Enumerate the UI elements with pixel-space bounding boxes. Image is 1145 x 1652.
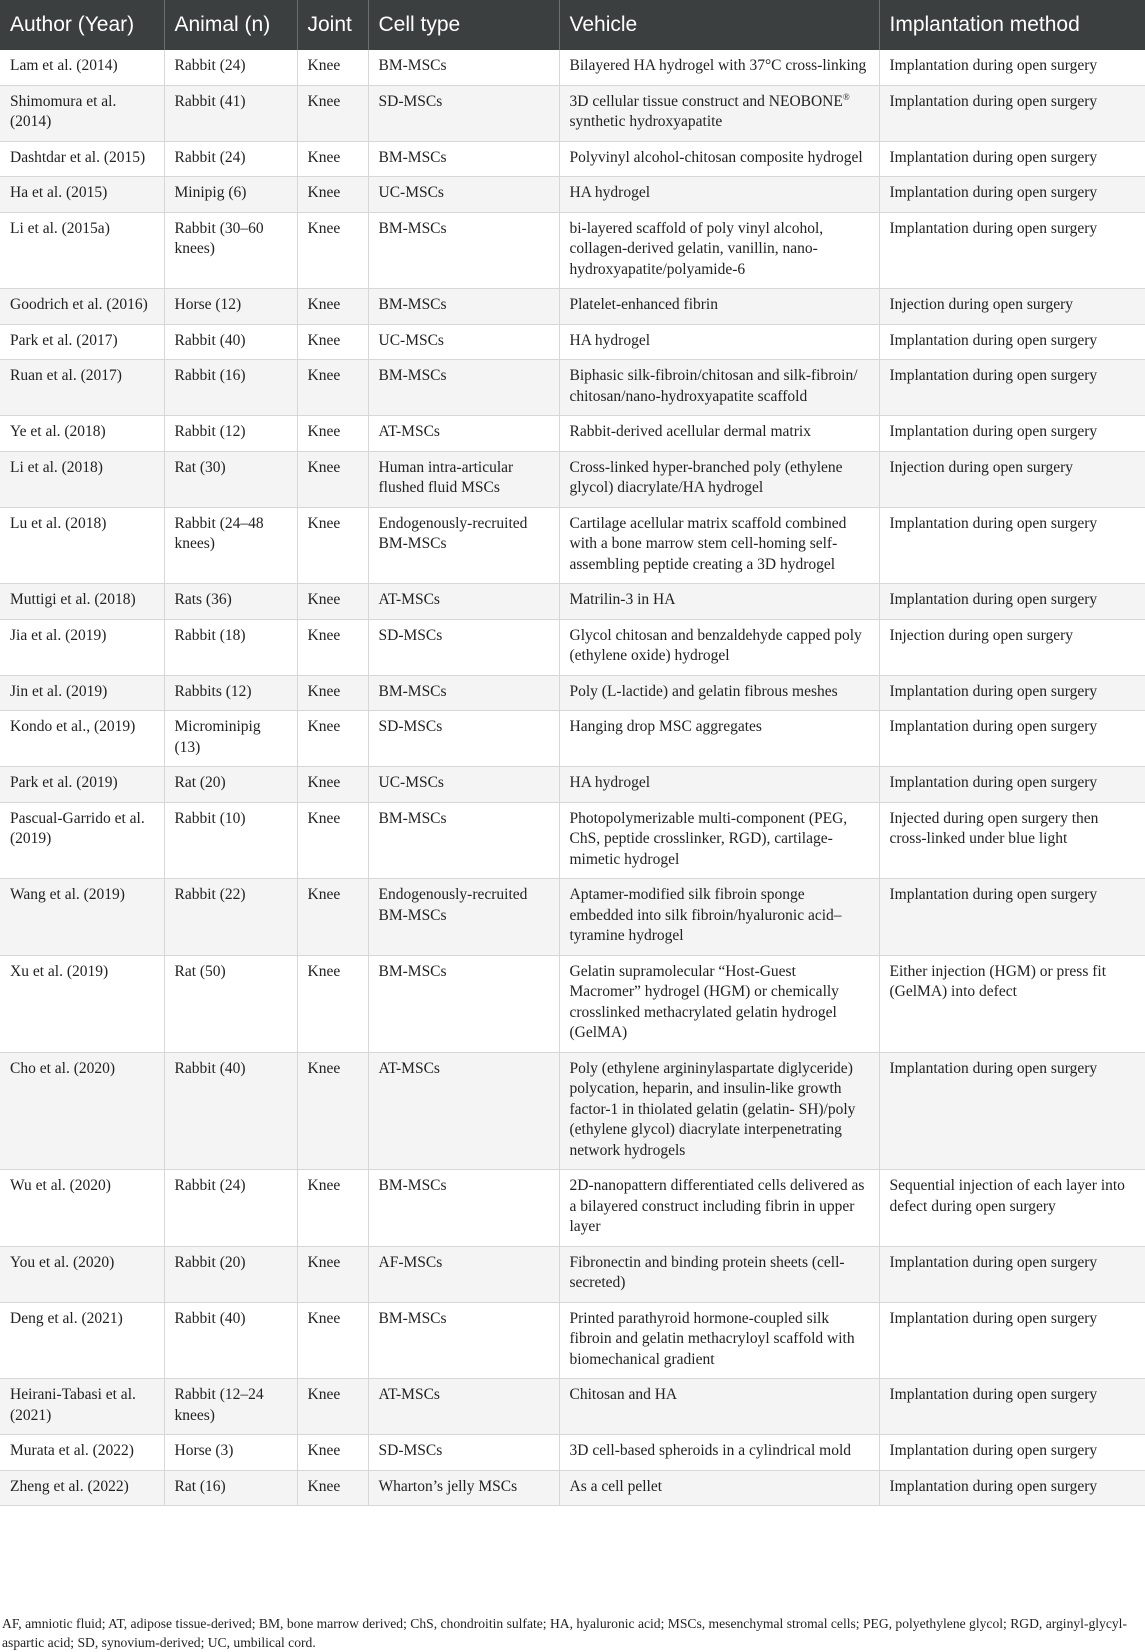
cell-author-year: Wang et al. (2019) — [0, 879, 164, 956]
cell-implantation-method: Either injection (HGM) or press fit (GelMA) into defect — [879, 955, 1145, 1052]
cell-implantation-method: Injected during open surgery then cross-linked under blue light — [879, 802, 1145, 879]
cell-vehicle: Biphasic silk-fibroin/chitosan and silk-fibroin/ chitosan/nano-hydroxyapatite scaffold — [559, 360, 879, 416]
cell-vehicle: Gelatin supramolecular “Host-Guest Macromer” hydrogel (HGM) or chemically crosslinked methacrylated gelatin hydrogel (GelMA) — [559, 955, 879, 1052]
table-row — [0, 619, 1145, 675]
cell-vehicle: Aptamer-modified silk fibroin sponge embedded into silk fibroin/hyaluronic acid–tyramine hydrogel — [559, 879, 879, 956]
cell-implantation-method: Implantation during open surgery — [879, 212, 1145, 289]
table-row — [0, 177, 1145, 213]
cell-animal: Microminipig (13) — [164, 711, 297, 767]
cell-animal: Rabbit (16) — [164, 360, 297, 416]
cell-cell-type: UC-MSCs — [368, 767, 559, 803]
header-row — [0, 0, 1145, 50]
cell-animal: Horse (12) — [164, 289, 297, 325]
table-body — [0, 50, 1145, 1506]
cell-vehicle: Platelet-enhanced fibrin — [559, 289, 879, 325]
cell-author-year: Wu et al. (2020) — [0, 1170, 164, 1247]
cell-author-year: Shimomura et al. (2014) — [0, 85, 164, 141]
cell-cell-type: UC-MSCs — [368, 324, 559, 360]
cell-vehicle: Cartilage acellular matrix scaffold combined with a bone marrow stem cell-homing self-assembling peptide creating a 3D hydrogel — [559, 507, 879, 584]
cell-cell-type: BM-MSCs — [368, 360, 559, 416]
cell-animal: Rabbit (30–60 knees) — [164, 212, 297, 289]
cell-author-year: Muttigi et al. (2018) — [0, 584, 164, 620]
cell-author-year: Dashtdar et al. (2015) — [0, 141, 164, 177]
cell-animal: Minipig (6) — [164, 177, 297, 213]
cell-joint: Knee — [297, 584, 368, 620]
cell-vehicle: Hanging drop MSC aggregates — [559, 711, 879, 767]
cell-implantation-method: Implantation during open surgery — [879, 879, 1145, 956]
cell-author-year: Lu et al. (2018) — [0, 507, 164, 584]
table-row — [0, 1435, 1145, 1471]
cell-animal: Rats (36) — [164, 584, 297, 620]
cell-animal: Horse (3) — [164, 1435, 297, 1471]
table-row — [0, 1052, 1145, 1170]
cell-vehicle: Polyvinyl alcohol-chitosan composite hydrogel — [559, 141, 879, 177]
table-row — [0, 955, 1145, 1052]
cell-joint: Knee — [297, 289, 368, 325]
cell-cell-type: BM-MSCs — [368, 1170, 559, 1247]
cell-animal: Rabbit (10) — [164, 802, 297, 879]
cell-cell-type: BM-MSCs — [368, 50, 559, 85]
cell-vehicle: bi-layered scaffold of poly vinyl alcohol, collagen-derived gelatin, vanillin, nano-hydroxyapatite/polyamide-6 — [559, 212, 879, 289]
cell-cell-type: BM-MSCs — [368, 955, 559, 1052]
cell-animal: Rat (30) — [164, 451, 297, 507]
cell-animal: Rabbit (24) — [164, 1170, 297, 1247]
cell-implantation-method: Implantation during open surgery — [879, 360, 1145, 416]
cell-cell-type: UC-MSCs — [368, 177, 559, 213]
cell-cell-type: Endogenously-recruited BM-MSCs — [368, 879, 559, 956]
cell-author-year: Cho et al. (2020) — [0, 1052, 164, 1170]
cell-animal: Rabbit (40) — [164, 1052, 297, 1170]
cell-implantation-method: Implantation during open surgery — [879, 85, 1145, 141]
table-row — [0, 767, 1145, 803]
table-row — [0, 1246, 1145, 1302]
cell-animal: Rabbit (12–24 knees) — [164, 1379, 297, 1435]
table-row — [0, 1379, 1145, 1435]
cell-vehicle: 2D-nanopattern differentiated cells delivered as a bilayered construct including fibrin in upper layer — [559, 1170, 879, 1247]
cell-author-year: Deng et al. (2021) — [0, 1302, 164, 1379]
cell-vehicle: 3D cellular tissue construct and NEOBONE® synthetic hydroxyapatite — [559, 85, 879, 141]
cell-author-year: Li et al. (2015a) — [0, 212, 164, 289]
cell-cell-type: Wharton’s jelly MSCs — [368, 1470, 559, 1506]
cell-implantation-method: Implantation during open surgery — [879, 1052, 1145, 1170]
cell-author-year: Goodrich et al. (2016) — [0, 289, 164, 325]
cell-implantation-method: Implantation during open surgery — [879, 1246, 1145, 1302]
cell-cell-type: BM-MSCs — [368, 1302, 559, 1379]
cell-implantation-method: Injection during open surgery — [879, 289, 1145, 325]
cell-joint: Knee — [297, 1170, 368, 1247]
cell-joint: Knee — [297, 1435, 368, 1471]
cell-implantation-method: Injection during open surgery — [879, 619, 1145, 675]
cell-joint: Knee — [297, 212, 368, 289]
cell-cell-type: SD-MSCs — [368, 1435, 559, 1471]
cell-joint: Knee — [297, 955, 368, 1052]
cell-animal: Rabbit (22) — [164, 879, 297, 956]
cell-joint: Knee — [297, 619, 368, 675]
cell-vehicle: 3D cell-based spheroids in a cylindrical mold — [559, 1435, 879, 1471]
table-row — [0, 711, 1145, 767]
cell-animal: Rat (50) — [164, 955, 297, 1052]
cell-cell-type: SD-MSCs — [368, 711, 559, 767]
cell-author-year: You et al. (2020) — [0, 1246, 164, 1302]
cell-vehicle: Rabbit-derived acellular dermal matrix — [559, 416, 879, 452]
cell-implantation-method: Implantation during open surgery — [879, 767, 1145, 803]
cell-vehicle: HA hydrogel — [559, 177, 879, 213]
cell-author-year: Jia et al. (2019) — [0, 619, 164, 675]
cell-author-year: Heirani-Tabasi et al. (2021) — [0, 1379, 164, 1435]
cell-joint: Knee — [297, 324, 368, 360]
table-row — [0, 451, 1145, 507]
table-row — [0, 507, 1145, 584]
cell-animal: Rabbit (18) — [164, 619, 297, 675]
table-row — [0, 289, 1145, 325]
cell-joint: Knee — [297, 1470, 368, 1506]
cell-joint: Knee — [297, 767, 368, 803]
cell-vehicle: Fibronectin and binding protein sheets (cell-secreted) — [559, 1246, 879, 1302]
cell-joint: Knee — [297, 879, 368, 956]
table-row — [0, 1470, 1145, 1506]
cell-cell-type: SD-MSCs — [368, 85, 559, 141]
table-header — [0, 0, 1145, 50]
cell-implantation-method: Injection during open surgery — [879, 451, 1145, 507]
table-row — [0, 802, 1145, 879]
cell-cell-type: SD-MSCs — [368, 619, 559, 675]
cell-animal: Rabbit (12) — [164, 416, 297, 452]
cell-vehicle: Poly (ethylene argininylaspartate diglyceride) polycation, heparin, and insulin-like growth factor-1 in thiolated gelatin (gelatin- SH)/poly (ethylene glycol) diacrylate interpenetrating network hydrogels — [559, 1052, 879, 1170]
cell-author-year: Ruan et al. (2017) — [0, 360, 164, 416]
cell-cell-type: BM-MSCs — [368, 141, 559, 177]
header-author-year: Author (Year) — [0, 0, 164, 50]
cell-animal: Rabbit (24) — [164, 50, 297, 85]
cell-joint: Knee — [297, 85, 368, 141]
cell-joint: Knee — [297, 416, 368, 452]
cell-animal: Rabbits (12) — [164, 675, 297, 711]
table-row — [0, 1302, 1145, 1379]
cell-author-year: Park et al. (2019) — [0, 767, 164, 803]
cell-cell-type: AT-MSCs — [368, 1052, 559, 1170]
table-row — [0, 879, 1145, 956]
cell-joint: Knee — [297, 1379, 368, 1435]
cell-author-year: Zheng et al. (2022) — [0, 1470, 164, 1506]
cell-implantation-method: Implantation during open surgery — [879, 1470, 1145, 1506]
cell-author-year: Ye et al. (2018) — [0, 416, 164, 452]
cell-animal: Rat (20) — [164, 767, 297, 803]
table-footnote: AF, amniotic fluid; AT, adipose tissue-derived; BM, bone marrow derived; ChS, chondroitin sulfate; HA, hyaluronic acid; MSCs, mesenchymal stromal cells; PEG, polyethylene glycol; RGD, arginyl-glycyl-aspartic acid; SD, synovium-derived; UC, umbilical cord. — [2, 1616, 1127, 1650]
header-animal: Animal (n) — [164, 0, 297, 50]
cell-cell-type: BM-MSCs — [368, 212, 559, 289]
cell-author-year: Ha et al. (2015) — [0, 177, 164, 213]
cell-cell-type: Endogenously-recruited BM-MSCs — [368, 507, 559, 584]
cell-vehicle: Poly (L-lactide) and gelatin fibrous meshes — [559, 675, 879, 711]
cell-vehicle: HA hydrogel — [559, 767, 879, 803]
cell-implantation-method: Implantation during open surgery — [879, 1435, 1145, 1471]
cell-cell-type: AF-MSCs — [368, 1246, 559, 1302]
cell-vehicle: Bilayered HA hydrogel with 37°C cross-linking — [559, 50, 879, 85]
table-row — [0, 584, 1145, 620]
table-row — [0, 360, 1145, 416]
cell-author-year: Kondo et al., (2019) — [0, 711, 164, 767]
cell-joint: Knee — [297, 360, 368, 416]
cell-joint: Knee — [297, 1302, 368, 1379]
table-row — [0, 1170, 1145, 1247]
cell-implantation-method: Sequential injection of each layer into defect during open surgery — [879, 1170, 1145, 1247]
cell-implantation-method: Implantation during open surgery — [879, 675, 1145, 711]
cell-cell-type: BM-MSCs — [368, 289, 559, 325]
cell-author-year: Xu et al. (2019) — [0, 955, 164, 1052]
cell-vehicle: Chitosan and HA — [559, 1379, 879, 1435]
cell-author-year: Park et al. (2017) — [0, 324, 164, 360]
cell-joint: Knee — [297, 50, 368, 85]
cell-implantation-method: Implantation during open surgery — [879, 50, 1145, 85]
cell-implantation-method: Implantation during open surgery — [879, 416, 1145, 452]
cell-implantation-method: Implantation during open surgery — [879, 1302, 1145, 1379]
header-cell-type: Cell type — [368, 0, 559, 50]
cell-vehicle: Glycol chitosan and benzaldehyde capped poly (ethylene oxide) hydrogel — [559, 619, 879, 675]
cell-author-year: Lam et al. (2014) — [0, 50, 164, 85]
cell-animal: Rabbit (41) — [164, 85, 297, 141]
cell-animal: Rabbit (20) — [164, 1246, 297, 1302]
table-row — [0, 85, 1145, 141]
cell-animal: Rabbit (40) — [164, 324, 297, 360]
cell-vehicle: Photopolymerizable multi-component (PEG, ChS, peptide crosslinker, RGD), cartilage-mimetic hydrogel — [559, 802, 879, 879]
table-row — [0, 416, 1145, 452]
cell-implantation-method: Implantation during open surgery — [879, 584, 1145, 620]
table-row — [0, 324, 1145, 360]
cell-joint: Knee — [297, 711, 368, 767]
cell-cell-type: Human intra-articular flushed fluid MSCs — [368, 451, 559, 507]
cell-cell-type: AT-MSCs — [368, 584, 559, 620]
cell-joint: Knee — [297, 1052, 368, 1170]
header-implantation-method: Implantation method — [889, 13, 1080, 36]
cell-author-year: Murata et al. (2022) — [0, 1435, 164, 1471]
cell-implantation-method: Implantation during open surgery — [879, 711, 1145, 767]
cell-cell-type: BM-MSCs — [368, 802, 559, 879]
cell-joint: Knee — [297, 177, 368, 213]
cell-cell-type: AT-MSCs — [368, 1379, 559, 1435]
table-row — [0, 675, 1145, 711]
cell-animal: Rat (16) — [164, 1470, 297, 1506]
cell-joint: Knee — [297, 141, 368, 177]
table-row — [0, 212, 1145, 289]
cell-animal: Rabbit (24) — [164, 141, 297, 177]
cell-animal: Rabbit (24–48 knees) — [164, 507, 297, 584]
cell-vehicle: As a cell pellet — [559, 1470, 879, 1506]
cell-implantation-method: Implantation during open surgery — [879, 507, 1145, 584]
cell-joint: Knee — [297, 451, 368, 507]
table-row — [0, 141, 1145, 177]
cell-author-year: Jin et al. (2019) — [0, 675, 164, 711]
cell-author-year: Pascual-Garrido et al. (2019) — [0, 802, 164, 879]
cell-cell-type: AT-MSCs — [368, 416, 559, 452]
cell-animal: Rabbit (40) — [164, 1302, 297, 1379]
cell-implantation-method: Implantation during open surgery — [879, 177, 1145, 213]
cell-vehicle: Matrilin-3 in HA — [559, 584, 879, 620]
cell-author-year: Li et al. (2018) — [0, 451, 164, 507]
cell-vehicle: Printed parathyroid hormone-coupled silk fibroin and gelatin methacryloyl scaffold with biomechanical gradient — [559, 1302, 879, 1379]
table-row — [0, 50, 1145, 85]
cell-joint: Knee — [297, 1246, 368, 1302]
cell-joint: Knee — [297, 675, 368, 711]
header-vehicle: Vehicle — [559, 0, 879, 50]
cell-joint: Knee — [297, 802, 368, 879]
cell-vehicle: HA hydrogel — [559, 324, 879, 360]
cell-cell-type: BM-MSCs — [368, 675, 559, 711]
cell-implantation-method: Implantation during open surgery — [879, 141, 1145, 177]
cell-implantation-method: Implantation during open surgery — [879, 1379, 1145, 1435]
cell-joint: Knee — [297, 507, 368, 584]
cell-implantation-method: Implantation during open surgery — [879, 324, 1145, 360]
header-joint: Joint — [297, 0, 368, 50]
cell-vehicle: Cross-linked hyper-branched poly (ethylene glycol) diacrylate/HA hydrogel — [559, 451, 879, 507]
